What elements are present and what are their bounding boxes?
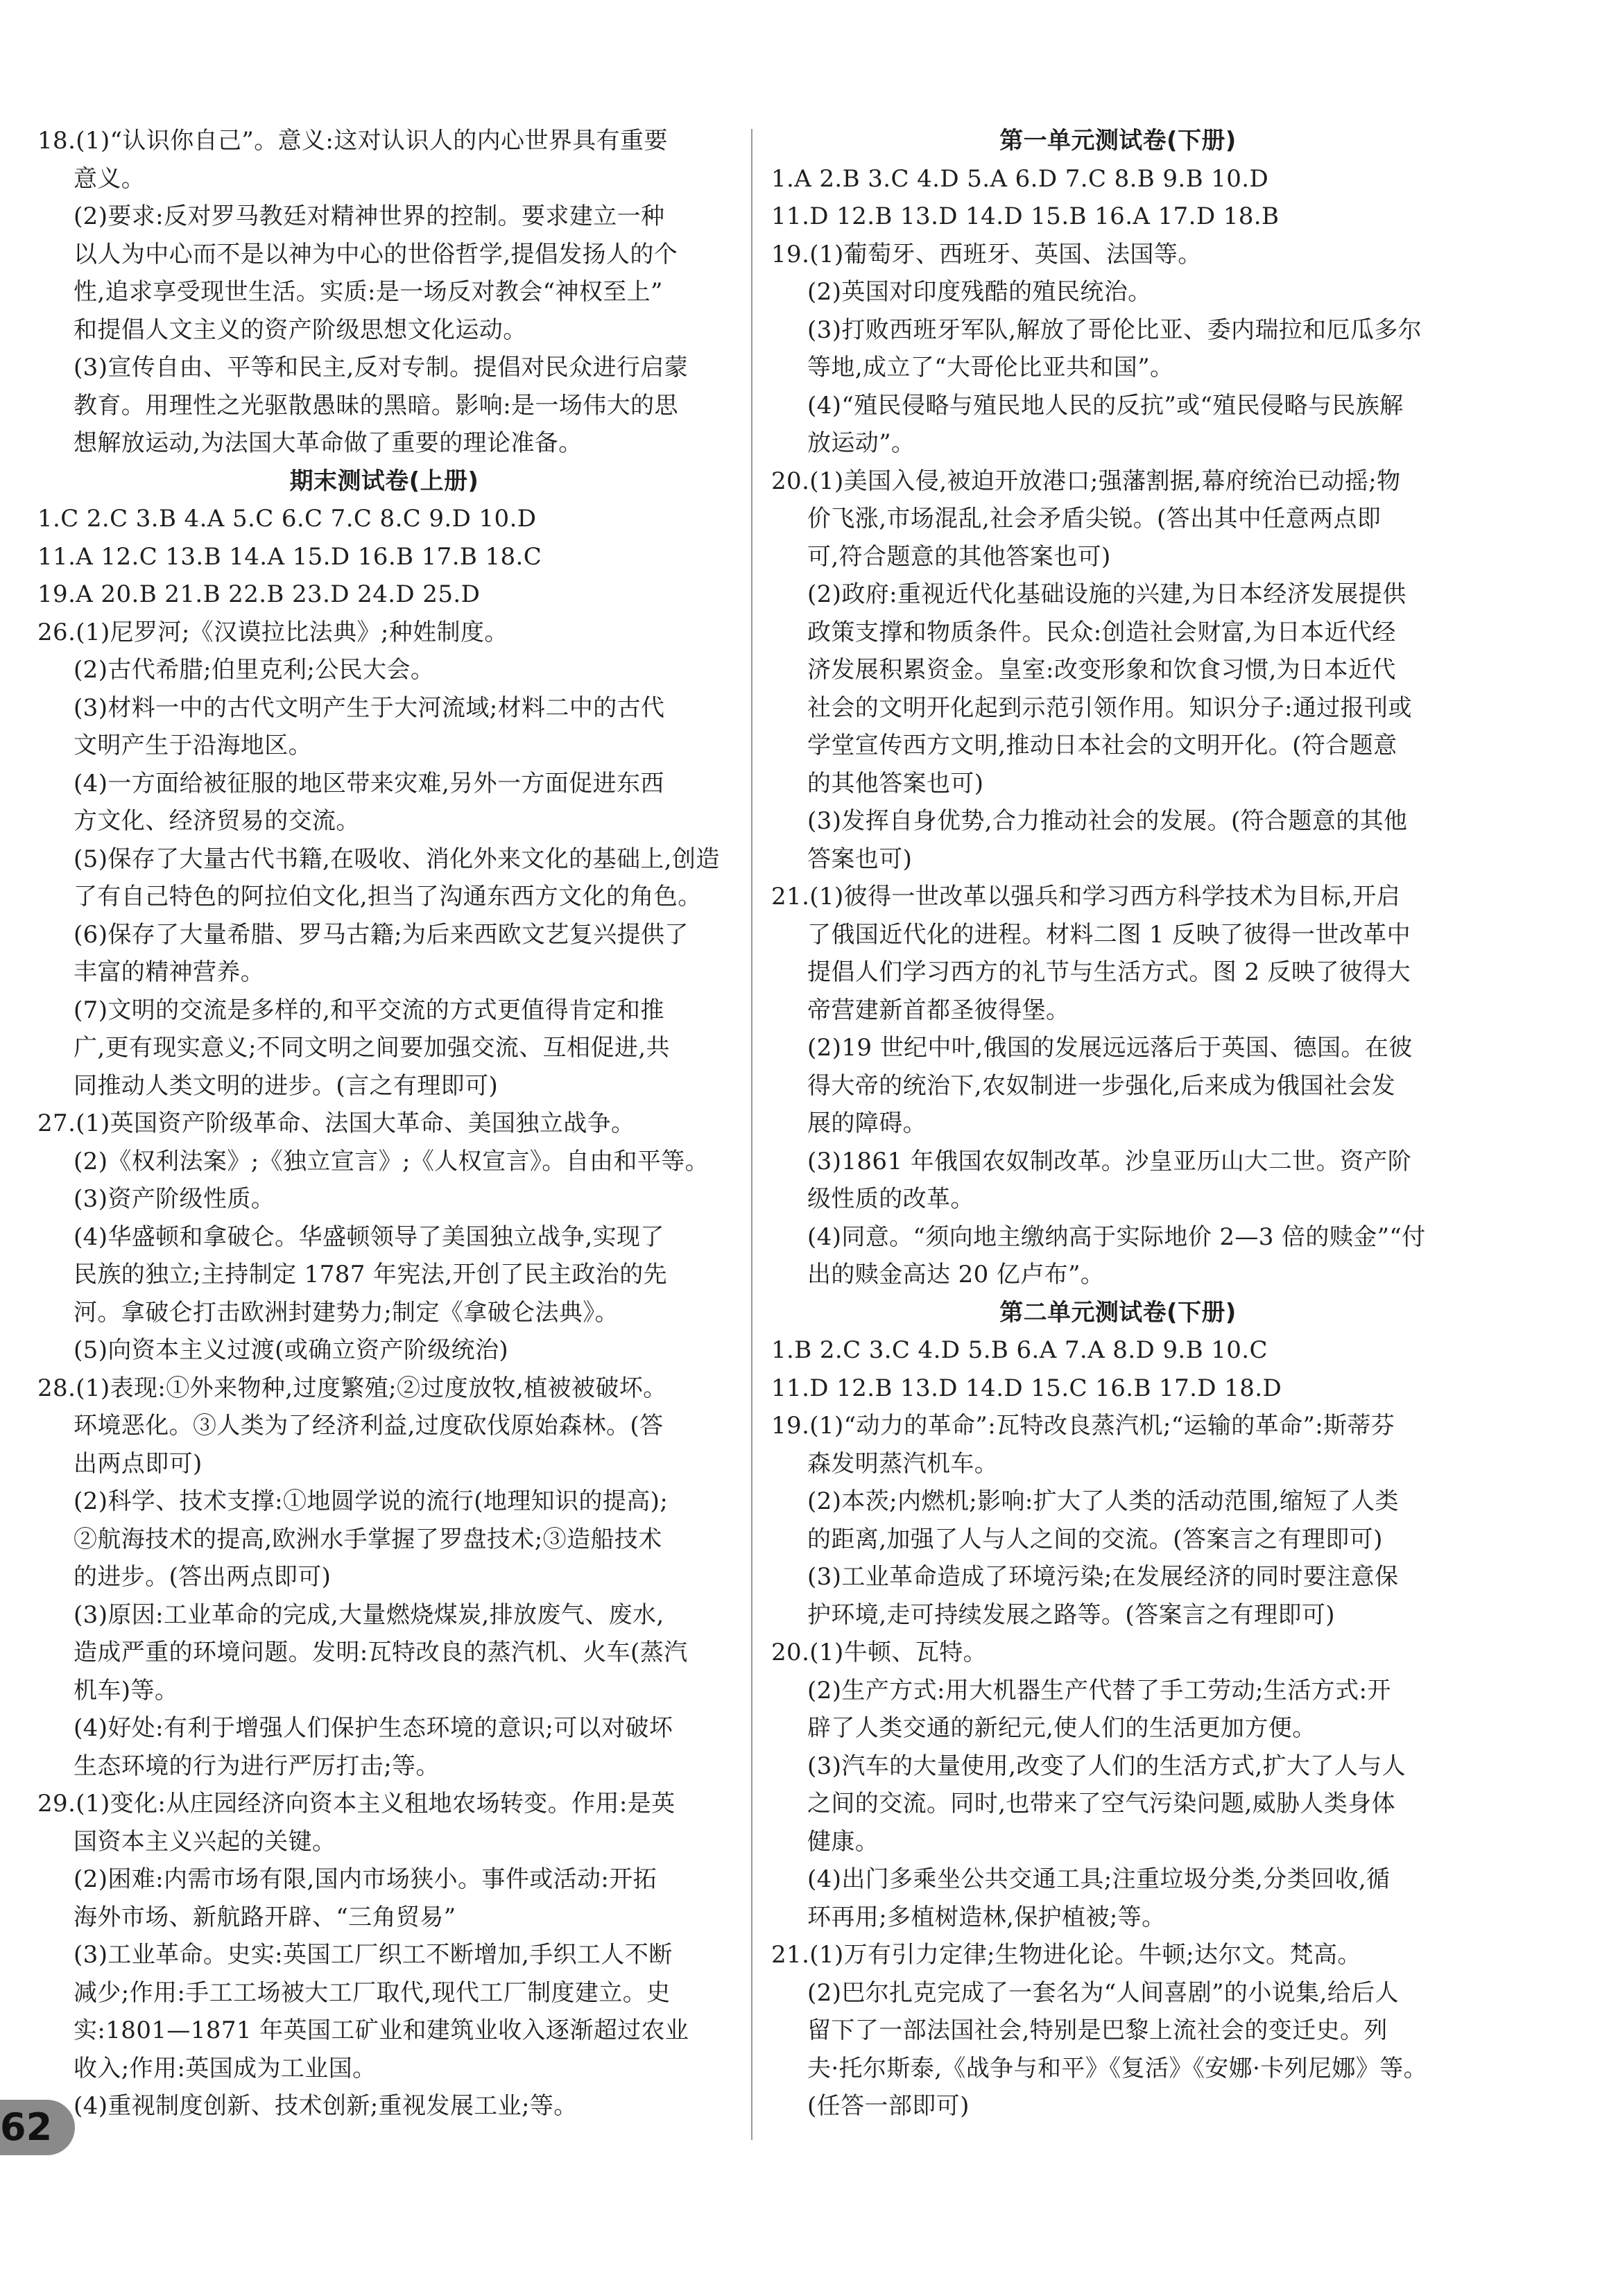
answer-line: (2)19 世纪中叶,俄国的发展远远落后于英国、德国。在彼	[807, 1034, 1413, 1062]
answer-line: 得大帝的统治下,农奴制进一步强化,后来成为俄国社会发	[807, 1071, 1396, 1100]
answer-line: 减少;作用:手工工场被大工厂取代,现代工厂制度建立。史	[74, 1978, 671, 2007]
answer-line: (4)“殖民侵略与殖民地人民的反抗”或“殖民侵略与民族解	[807, 391, 1404, 420]
answer-line: (4)好处:有利于增强人们保护生态环境的意识;可以对破坏	[74, 1714, 673, 1742]
answer-line: 答案也可)	[807, 845, 913, 873]
answer-line: (3)打败西班牙军队,解放了哥伦比亚、委内瑞拉和厄瓜多尔	[807, 316, 1422, 344]
answer-line: 森发明蒸汽机车。	[807, 1449, 999, 1478]
answer-line: (4)华盛顿和拿破仑。华盛顿领导了美国独立战争,实现了	[74, 1223, 664, 1251]
answer-line: 意义。	[74, 164, 146, 193]
left-column	[37, 122, 731, 2125]
answer-line: (3)原因:工业革命的完成,大量燃烧煤炭,排放废气、废水,	[74, 1600, 664, 1629]
answer-line: 方文化、经济贸易的交流。	[74, 807, 360, 835]
answer-line: 展的障碍。	[807, 1110, 927, 1137]
answer-line: 以人为中心而不是以神为中心的世俗哲学,提倡发扬人的个	[74, 240, 678, 268]
answer-line: 19.A 20.B 21.B 22.B 23.D 24.D 25.D	[37, 580, 481, 608]
answer-line: 11.D 12.B 13.D 14.D 15.B 16.A 17.D 18.B	[771, 202, 1280, 230]
answer-line: 26.(1)尼罗河;《汉谟拉比法典》;种姓制度。	[37, 618, 508, 646]
answer-line: (3)工业革命造成了环境污染;在发展经济的同时要注意保	[807, 1563, 1399, 1591]
answer-line: 1.C 2.C 3.B 4.A 5.C 6.C 7.C 8.C 9.D 10.D	[37, 505, 537, 533]
answer-line: (任答一部即可)	[807, 2092, 970, 2120]
answer-line: 级性质的改革。	[807, 1185, 974, 1213]
right-column	[771, 122, 1465, 2125]
answer-line: (2)科学、技术支撑:①地圆学说的流行(地理知识的提高);	[74, 1487, 669, 1515]
answer-line: 1.A 2.B 3.C 4.D 5.A 6.D 7.C 8.B 9.B 10.D	[771, 164, 1269, 193]
answer-line: 了俄国近代化的进程。材料二图 1 反映了彼得一世改革中	[807, 920, 1411, 949]
answer-line: 社会的文明开化起到示范引领作用。知识分子:通过报刊或	[807, 693, 1412, 722]
section-heading: 第二单元测试卷(下册)	[999, 1298, 1237, 1327]
answer-line: (2)英国对印度残酷的殖民统治。	[807, 278, 1152, 306]
answer-line: (3)发挥自身优势,合力推动社会的发展。(符合题意的其他	[807, 807, 1408, 835]
answer-line: 11.A 12.C 13.B 14.A 15.D 16.B 17.B 18.C	[37, 542, 542, 571]
answer-line: 学堂宣传西方文明,推动日本社会的文明开化。(符合题意	[807, 732, 1397, 759]
answer-line: ②航海技术的提高,欧洲水手掌握了罗盘技术;③造船技术	[74, 1525, 662, 1553]
answer-line: 济发展积累资金。皇室:改变形象和饮食习惯,为日本近代	[807, 656, 1396, 684]
answer-line: 同推动人类文明的进步。(言之有理即可)	[74, 1071, 499, 1100]
answer-line: 健康。	[807, 1827, 879, 1856]
answer-line: (2)本茨;内燃机;影响:扩大了人类的活动范围,缩短了人类	[807, 1487, 1399, 1515]
answer-line: 27.(1)英国资产阶级革命、法国大革命、美国独立战争。	[37, 1110, 635, 1137]
answer-line: (3)宣传自由、平等和民主,反对专制。提倡对民众进行启蒙	[74, 354, 689, 381]
answer-line: 夫·托尔斯泰,《战争与和平》《复活》《安娜·卡列尼娜》等。	[807, 2054, 1428, 2082]
answer-line: (5)保存了大量古代书籍,在吸收、消化外来文化的基础上,创造	[74, 845, 720, 873]
answer-line: 造成严重的环境问题。发明:瓦特改良的蒸汽机、火车(蒸汽	[74, 1639, 688, 1666]
answer-line: 辟了人类交通的新纪元,使人们的生活更加方便。	[807, 1714, 1316, 1742]
answer-line: (4)一方面给被征服的地区带来灾难,另外一方面促进东西	[74, 769, 664, 797]
answer-line: 18.(1)“认识你自己”。意义:这对认识人的内心世界具有重要	[37, 127, 668, 155]
answer-line: (3)汽车的大量使用,改变了人们的生活方式,扩大了人与人	[807, 1752, 1406, 1780]
answer-line: (2)巴尔扎克完成了一套名为“人间喜剧”的小说集,给后人	[807, 1978, 1399, 2007]
answer-line: (3)1861 年俄国农奴制改革。沙皇亚历山大二世。资产阶	[807, 1147, 1412, 1175]
answer-line: (5)向资本主义过渡(或确立资产阶级统治)	[74, 1336, 509, 1364]
section-heading: 第一单元测试卷(下册)	[999, 127, 1237, 155]
answer-line: 了有自己特色的阿拉伯文化,担当了沟通东西方文化的角色。	[74, 883, 702, 910]
answer-line: (6)保存了大量希腊、罗马古籍;为后来西欧文艺复兴提供了	[74, 920, 689, 949]
answer-line: (3)材料一中的古代文明产生于大河流域;材料二中的古代	[74, 693, 665, 722]
answer-line: 文明产生于沿海地区。	[74, 732, 312, 759]
answer-line: (7)文明的交流是多样的,和平交流的方式更值得肯定和推	[74, 996, 664, 1024]
answer-line: 帝营建新首都圣彼得堡。	[807, 996, 1070, 1024]
answer-line: 放运动”。	[807, 429, 915, 457]
answer-line: 11.D 12.B 13.D 14.D 15.C 16.B 17.D 18.D	[771, 1374, 1282, 1402]
answer-line: 海外市场、新航路开辟、“三角贸易”	[74, 1903, 456, 1931]
answer-line: (2)古代希腊;伯里克利;公民大会。	[74, 656, 435, 684]
answer-line: (2)生产方式:用大机器生产代替了手工劳动;生活方式:开	[807, 1676, 1391, 1704]
answer-line: (2)要求:反对罗马教廷对精神世界的控制。要求建立一种	[74, 202, 665, 230]
answer-line: 出两点即可)	[74, 1449, 203, 1478]
answer-line: 想解放运动,为法国大革命做了重要的理论准备。	[74, 429, 583, 457]
answer-line: 的距离,加强了人与人之间的交流。(答案言之有理即可)	[807, 1525, 1383, 1553]
answer-line: 教育。用理性之光驱散愚昧的黑暗。影响:是一场伟大的思	[74, 391, 678, 420]
section-heading: 期末测试卷(上册)	[289, 467, 479, 495]
answer-line: 河。拿破仑打击欧洲封建势力;制定《拿破仑法典》。	[74, 1298, 619, 1327]
answer-line: 和提倡人文主义的资产阶级思想文化运动。	[74, 316, 527, 344]
answer-line: 实:1801—1871 年英国工矿业和建筑业收入逐渐超过农业	[74, 2017, 689, 2044]
answer-line: 广,更有现实意义;不同文明之间要加强交流、互相促进,共	[74, 1034, 670, 1062]
answer-line: 19.(1)“动力的革命”:瓦特改良蒸汽机;“运输的革命”:斯蒂芬	[771, 1412, 1395, 1440]
answer-line: 价飞涨,市场混乱,社会矛盾尖锐。(答出其中任意两点即	[807, 505, 1382, 533]
answer-line: 19.(1)葡萄牙、西班牙、英国、法国等。	[771, 240, 1202, 268]
answer-line: 28.(1)表现:①外来物种,过度繁殖;②过度放牧,植被被破坏。	[37, 1374, 667, 1402]
answer-line: 等地,成立了“大哥伦比亚共和国”。	[807, 354, 1174, 381]
answer-line: 性,追求享受现世生活。实质:是一场反对教会“神权至上”	[74, 278, 663, 306]
answer-line: 丰富的精神营养。	[74, 958, 265, 986]
answer-line: (3)工业革命。史实:英国工厂织工不断增加,手织工人不断	[74, 1941, 673, 1969]
answer-line: 提倡人们学习西方的礼节与生活方式。图 2 反映了彼得大	[807, 958, 1411, 986]
answer-line: 国资本主义兴起的关键。	[74, 1827, 336, 1856]
page-number: 62	[0, 2105, 53, 2149]
answer-line: (3)资产阶级性质。	[74, 1185, 275, 1213]
answer-line: (4)重视制度创新、技术创新;重视发展工业;等。	[74, 2092, 578, 2120]
answer-line: (2)《权利法案》;《独立宣言》;《人权宣言》。自由和平等。	[74, 1147, 709, 1175]
answer-line: 可,符合题意的其他答案也可)	[807, 542, 1111, 571]
column-divider	[751, 129, 752, 2140]
answer-line: 留下了一部法国社会,特别是巴黎上流社会的变迁史。列	[807, 2017, 1388, 2044]
answer-line: 出的赎金高达 20 亿卢布”。	[807, 1261, 1105, 1288]
answer-line: (2)困难:内需市场有限,国内市场狭小。事件或活动:开拓	[74, 1865, 657, 1893]
answer-line: 政策支撑和物质条件。民众:创造社会财富,为日本近代经	[807, 618, 1396, 646]
answer-line: 的进步。(答出两点即可)	[74, 1563, 332, 1591]
answer-line: 环境恶化。③人类为了经济利益,过度砍伐原始森林。(答	[74, 1412, 664, 1440]
answer-line: (4)同意。“须向地主缴纳高于实际地价 2—3 倍的赎金”“付	[807, 1223, 1426, 1251]
answer-line: 机车)等。	[74, 1676, 179, 1704]
answer-line: 20.(1)美国入侵,被迫开放港口;强藩割据,幕府统治已动摇;物	[771, 467, 1401, 495]
answer-line: 生态环境的行为进行严厉打击;等。	[74, 1752, 440, 1780]
answer-line: 护环境,走可持续发展之路等。(答案言之有理即可)	[807, 1600, 1335, 1629]
answer-line: 29.(1)变化:从庄园经济向资本主义租地农场转变。作用:是英	[37, 1790, 676, 1818]
answer-line: 之间的交流。同时,也带来了空气污染问题,威胁人类身体	[807, 1790, 1396, 1818]
answer-line: 20.(1)牛顿、瓦特。	[771, 1639, 988, 1666]
answer-line: 21.(1)彼得一世改革以强兵和学习西方科学技术为目标,开启	[771, 883, 1401, 910]
answer-line: 的其他答案也可)	[807, 769, 984, 797]
answer-line: (2)政府:重视近代化基础设施的兴建,为日本经济发展提供	[807, 580, 1406, 608]
answer-line: 环再用;多植树造林,保护植被;等。	[807, 1903, 1166, 1931]
answer-line: 1.B 2.C 3.C 4.D 5.B 6.A 7.A 8.D 9.B 10.C	[771, 1336, 1268, 1364]
answer-line: 民族的独立;主持制定 1787 年宪法,开创了民主政治的先	[74, 1261, 668, 1288]
answer-line: 21.(1)万有引力定律;生物进化论。牛顿;达尔文。梵高。	[771, 1941, 1361, 1969]
answer-line: (4)出门多乘坐公共交通工具;注重垃圾分类,分类回收,循	[807, 1865, 1391, 1893]
answer-line: 收入;作用:英国成为工业国。	[74, 2054, 377, 2082]
